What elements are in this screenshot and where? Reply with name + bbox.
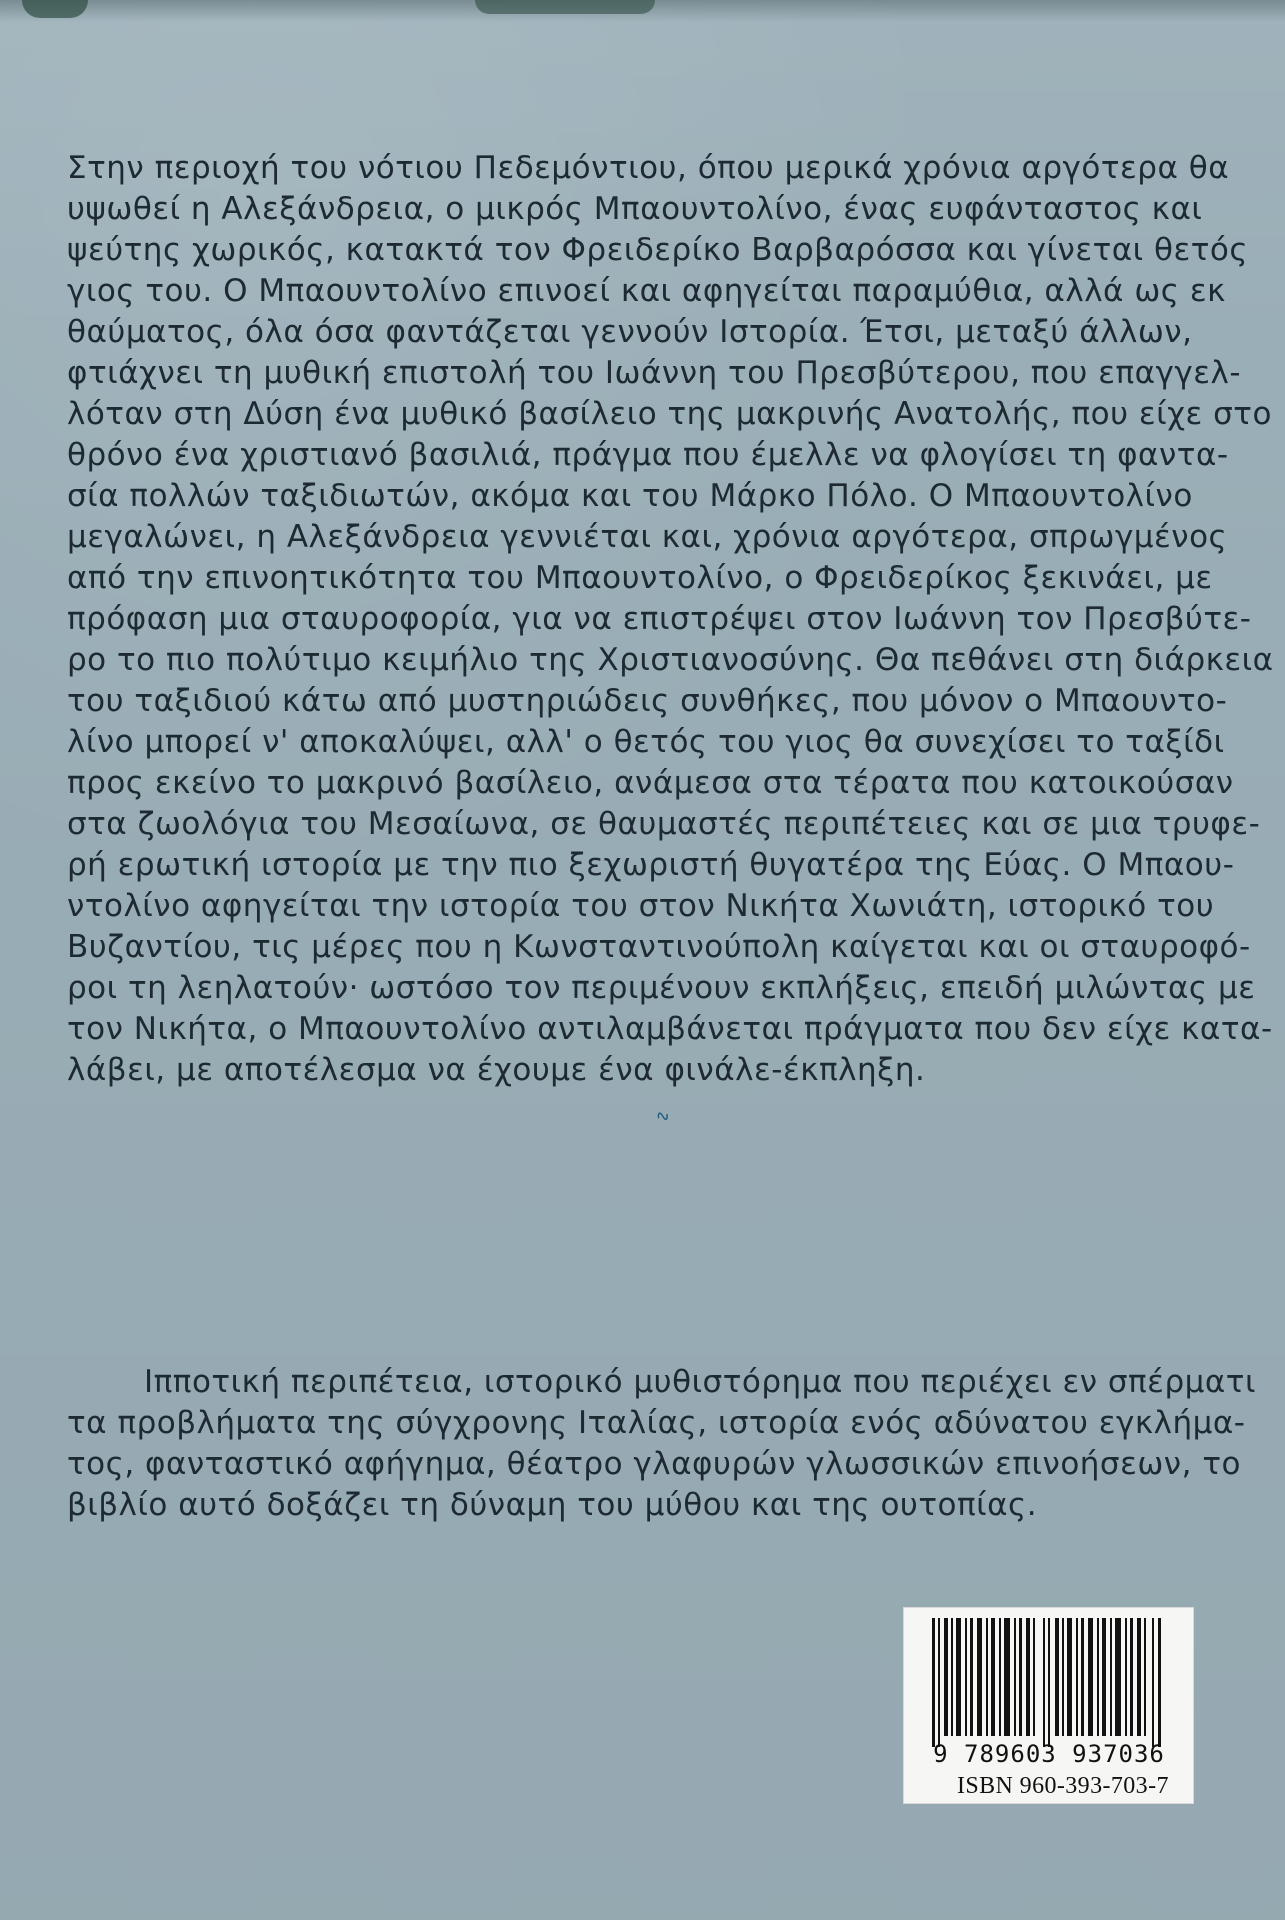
- barcode-label: [903, 1607, 1194, 1804]
- synopsis-line: φτιάχνει τη μυθική επιστολή του Ιωάννη του Πρεσβύτερου, που επαγγελ-: [67, 355, 1242, 391]
- description-line: τα προβλήματα της σύγχρονης Ιταλίας, ιστορία ενός αδύνατου εγκλήμα-: [67, 1405, 1246, 1441]
- synopsis-line: προς εκείνο το μακρινό βασίλειο, ανάμεσα στα τέρατα που κατοικούσαν: [67, 765, 1234, 801]
- synopsis-line: Στην περιοχή του νότιου Πεδεμόντιου, όπου μερικά χρόνια αργότερα θα: [67, 150, 1230, 186]
- synopsis-line: σία πολλών ταξιδιωτών, ακόμα και του Μάρκο Πόλο. Ο Μπαουντολίνο: [67, 478, 1193, 514]
- synopsis-paragraph: [67, 148, 1274, 1091]
- synopsis-line: πρόφαση μια σταυροφορία, για να επιστρέψει στον Ιωάννη τον Πρεσβύτε-: [67, 601, 1252, 637]
- synopsis-line: λίνο μπορεί ν' αποκαλύψει, αλλ' ο θετός του γιος θα συνεχίσει το ταξίδι: [67, 724, 1225, 760]
- barcode-number: 9 789603 937036: [933, 1740, 1165, 1768]
- description-line: τος, φανταστικό αφήγημα, θέατρο γλαφυρών γλωσσικών επινοήσεων, το: [67, 1446, 1241, 1482]
- description-paragraph: [67, 1362, 1256, 1526]
- pen-mark-icon: ∿: [652, 1104, 673, 1129]
- synopsis-line: ντολίνο αφηγείται την ιστορία του στον Νικήτα Χωνιάτη, ιστορικό του: [67, 888, 1215, 924]
- synopsis-line: από την επινοητικότητα του Μπαουντολίνο, ο Φρειδερίκος ξεκινάει, με: [67, 560, 1213, 596]
- synopsis-line: υψωθεί η Αλεξάνδρεια, ο μικρός Μπαουντολίνο, ένας ευφάνταστος και: [67, 191, 1203, 227]
- synopsis-line: Βυζαντίου, τις μέρες που η Κωνσταντινούπολη καίγεται και οι σταυροφό-: [67, 929, 1251, 965]
- synopsis-line: θρόνο ένα χριστιανό βασιλιά, πράγμα που έμελλε να φλογίσει τη φαντα-: [67, 437, 1229, 473]
- synopsis-line: θαύματος, όλα όσα φαντάζεται γεννούν Ιστορία. Έτσι, μεταξύ άλλων,: [67, 314, 1193, 350]
- synopsis-line: ρή ερωτική ιστορία με την πιο ξεχωριστή θυγατέρα της Εύας. Ο Μπαου-: [67, 847, 1235, 883]
- synopsis-line: του ταξιδιού κάτω από μυστηριώδεις συνθήκες, που μόνον ο Μπαουντο-: [67, 683, 1228, 719]
- synopsis-line: γιος του. Ο Μπαουντολίνο επινοεί και αφηγείται παραμύθια, αλλά ως εκ: [67, 273, 1226, 309]
- synopsis-line: τον Νικήτα, ο Μπαουντολίνο αντιλαμβάνεται πράγματα που δεν είχε κατα-: [67, 1011, 1273, 1047]
- barcode-icon: [920, 1618, 1178, 1747]
- synopsis-line: λόταν στη Δύση ένα μυθικό βασίλειο της μακρινής Ανατολής, που είχε στο: [67, 396, 1272, 432]
- top-edge-wear: [0, 0, 1285, 22]
- isbn-label: ISBN 960-393-703-7: [957, 1773, 1169, 1799]
- synopsis-line: στα ζωολόγια του Μεσαίωνα, σε θαυμαστές περιπέτειες και σε μια τρυφε-: [67, 806, 1261, 842]
- synopsis-line: ροι τη λεηλατούν· ωστόσο τον περιμένουν εκπλήξεις, επειδή μιλώντας με: [67, 970, 1256, 1006]
- synopsis-line: ψεύτης χωρικός, κατακτά τον Φρειδερίκο Βαρβαρόσσα και γίνεται θετός: [67, 232, 1249, 268]
- description-line: βιβλίο αυτό δοξάζει τη δύναμη του μύθου και της ουτοπίας.: [67, 1487, 1038, 1523]
- synopsis-line: μεγαλώνει, η Αλεξάνδρεια γεννιέται και, χρόνια αργότερα, σπρωγμένος: [67, 519, 1228, 555]
- synopsis-line: ρο το πιο πολύτιμο κειμήλιο της Χριστιανοσύνης. Θα πεθάνει στη διάρκεια: [67, 642, 1274, 678]
- synopsis-line: λάβει, με αποτέλεσμα να έχουμε ένα φινάλε-έκπληξη.: [67, 1052, 926, 1088]
- description-line: Ιπποτική περιπέτεια, ιστορικό μυθιστόρημα που περιέχει εν σπέρματι: [144, 1364, 1256, 1400]
